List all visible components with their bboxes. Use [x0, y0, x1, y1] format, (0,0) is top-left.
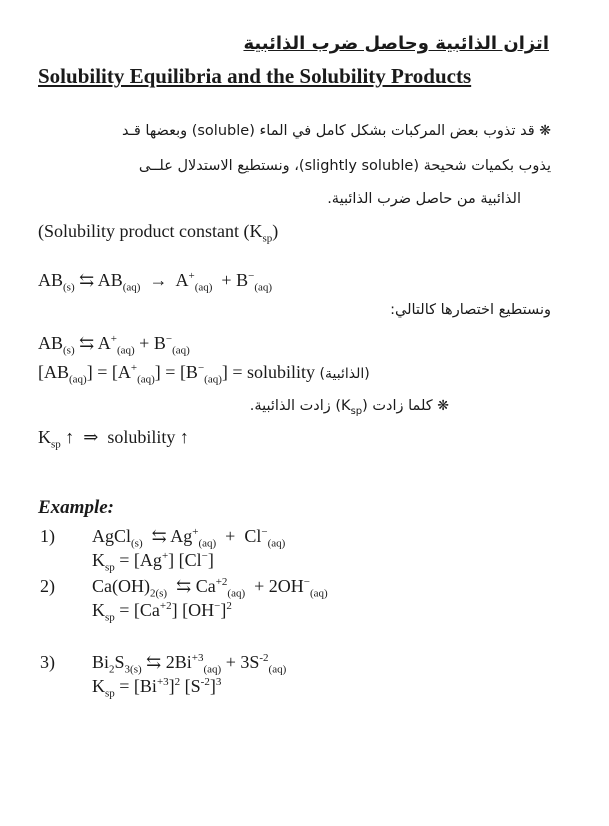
example-3-ksp: $K_{sp} = [Bi^{+3}]^2$ $[S^{-2}]^3$ [92, 676, 222, 700]
example-heading: Example: [38, 497, 114, 518]
ksp-label: (Solubility product constant $(K_{sp})$ [38, 221, 279, 245]
ksp-implication: $K_{sp}$ ↑ ⇒ solubility ↑ [38, 427, 189, 451]
example-1-ksp: $K_{sp} = [Ag^+]$ [Cl−] [92, 550, 214, 574]
example-2-ksp: $K_{sp} = [Ca^{+2}]$ $[OH^-]^2$ [92, 600, 232, 624]
intro-line-1 [122, 123, 551, 139]
dissociation-equation-full: $AB_{(s)}$ ⇆ $AB_{(aq)} \to A^+_{(aq)} + B^-_{(aq)}$ [38, 270, 273, 294]
shorten-note: ونستطيع اختصارها كالتالي: [390, 302, 551, 318]
example-number-2: 2) [40, 576, 55, 596]
english-title: Solubility Equilibria and the Solubility Products [38, 64, 472, 88]
example-3-reaction: $Bi_2S_{3(s)}$ ⇆ $2Bi^{+3}_{(aq)} + 3S^{-2}_{(aq)}$ [92, 652, 287, 676]
example-number-3: 3) [40, 652, 55, 672]
intro-line-1-text: قد تذوب بعض المركبات بشكل كامل في الماء (soluble) وبعضها قـد [122, 123, 535, 139]
ksp-rule: ❋ كلما زادت $(K_{sp})$ زادت الذائبية. [249, 398, 449, 417]
arabic-title: اتزان الذائبية وحاصل ضرب الذائبية [243, 33, 549, 54]
dissociation-equation-short: $AB_{(s)}$ ⇆ $A^+_{(aq)} + B^-_{(aq)}$ [38, 333, 190, 357]
concentration-equality: $[AB_{(aq)}] = [A^+_{(aq)}] = [B^-_{(aq)}]$ = solubility (الذائبية) [38, 362, 370, 386]
star-bullet-icon: ❋ [437, 398, 449, 414]
intro-line-2: يذوب بكميات شحيحة (slightly soluble)، ونستطيع الاستدلال علــى [138, 158, 551, 174]
star-bullet-icon: ❋ [539, 123, 551, 139]
example-number-1: 1) [40, 526, 55, 546]
intro-line-3: الذائبية من حاصل ضرب الذائبية. [327, 191, 521, 207]
example-2-reaction: $Ca(OH)_{2(s)}$ ⇆ $Ca^{+2}_{(aq)} + 2OH^-_{(aq)}$ [92, 576, 328, 600]
example-1-reaction: AgCl$_{(s)}$ ⇆ $Ag^+_{(aq)} + Cl^-_{(aq)}$ [92, 526, 286, 550]
